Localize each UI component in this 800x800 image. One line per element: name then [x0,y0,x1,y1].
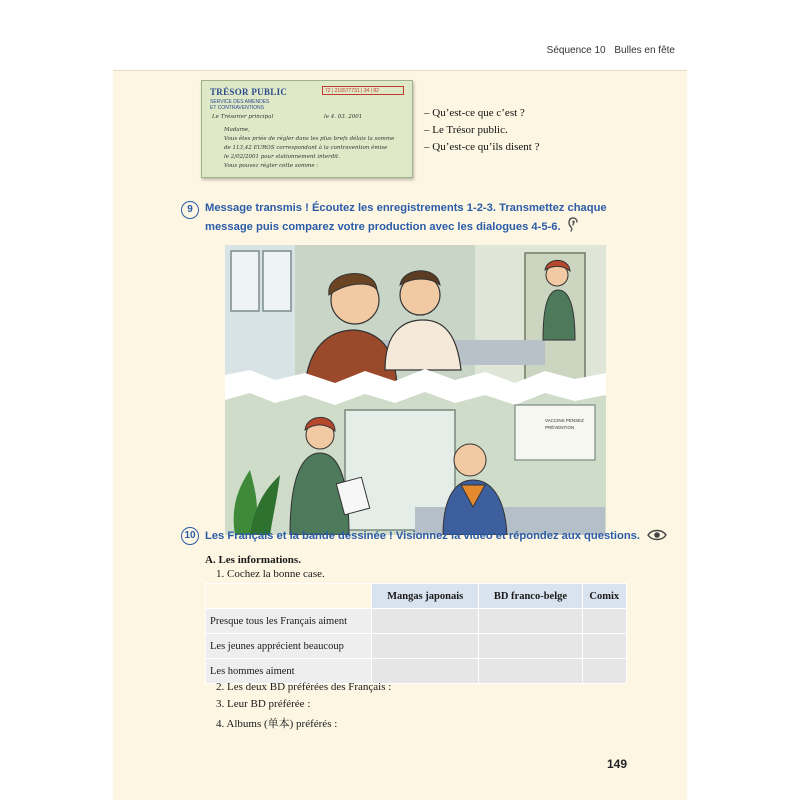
question-1: 1. Cochez la bonne case. [216,568,325,580]
letter-subtitle-line2: ET CONTRAVENTIONS [210,105,264,111]
letter-body-line: le 2/02/2001 pour stationnement interdit. [224,154,340,160]
section-a-title: A. Les informations. [205,554,301,566]
answer-table [205,583,627,684]
row-label: Les jeunes apprécient beaucoup [206,634,372,659]
letter-body-line: Vous pouvez régler cette somme : [224,163,319,169]
exercise-9-title [205,200,607,236]
question-3: 3. Leur BD préférée : [216,698,311,710]
tresor-public-letter [201,80,413,178]
letter-subtitle-line1: SERVICE DES AMENDES [210,99,270,105]
poster-text-line1: VACCINS PENSEZ [545,418,584,423]
question-line: – Qu’est-ce qu’ils disent ? [424,141,540,153]
checkbox-cell[interactable] [372,659,479,684]
exercise-10-title [205,528,667,545]
table-row [206,659,627,684]
table-row [206,609,627,634]
row-label: Presque tous les Français aiment [206,609,372,634]
table-header-row [206,584,627,609]
row-label: Les hommes aiment [206,659,372,684]
checkbox-cell[interactable] [479,609,582,634]
letter-salutation: Madame, [224,127,250,133]
running-header [547,45,675,56]
table-header-mangas: Mangas japonais [372,584,479,609]
letter-sender: Le Trésorier principal [212,114,274,120]
letter-date: le 4. 03. 2001 [324,114,363,120]
exercise-9-title-line2: message puis comparez votre production avec les dialogues 4-5-6. [205,217,607,236]
table-header-bd: BD franco-belge [479,584,582,609]
page [113,37,687,800]
page-header [113,37,687,71]
letter-reference: 72 | 216577731 | 34 | 82 [322,86,404,95]
table-header-comix: Comix [582,584,626,609]
letter-body-line: Vous êtes priée de régler dans les plus brefs délais la somme [224,136,395,142]
eye-icon [647,529,667,541]
page-number: 149 [606,757,627,771]
answer-line: – Le Trésor public. [424,124,508,136]
table-header-empty [206,584,372,609]
checkbox-cell[interactable] [582,659,626,684]
exercise-10-title-text: Les Français et la bande dessinée ! Visionnez la vidéo et répondez aux questions. [205,530,640,542]
checkbox-cell[interactable] [372,609,479,634]
exercise-9-number: 9 [181,201,199,219]
letter-title: TRÉSOR PUBLIC [210,87,288,97]
checkbox-cell[interactable] [582,609,626,634]
question-line: – Qu’est-ce que c’est ? [424,107,525,119]
question-4: 4. Albums (单本) préférés : [216,718,338,730]
question-2: 2. Les deux BD préférées des Français : [216,681,392,693]
letter-body-line: de 113,42 EUROS correspondant à la contravention émise [224,145,388,151]
checkbox-cell[interactable] [479,659,582,684]
checkbox-cell[interactable] [479,634,582,659]
letter-subtitle [210,99,269,111]
office-scene-illustration [225,245,606,535]
sequence-label: Séquence 10 [546,45,606,56]
exercise-10-number: 10 [181,527,199,545]
sequence-title: Bulles en fête [614,45,675,56]
ear-icon [567,217,581,233]
poster-text-line2: PRÉVENTION [545,425,575,430]
checkbox-cell[interactable] [372,634,479,659]
exercise-9-title-line1: Message transmis ! Écoutez les enregistrements 1-2-3. Transmettez chaque [205,202,607,214]
table-row [206,634,627,659]
checkbox-cell[interactable] [582,634,626,659]
